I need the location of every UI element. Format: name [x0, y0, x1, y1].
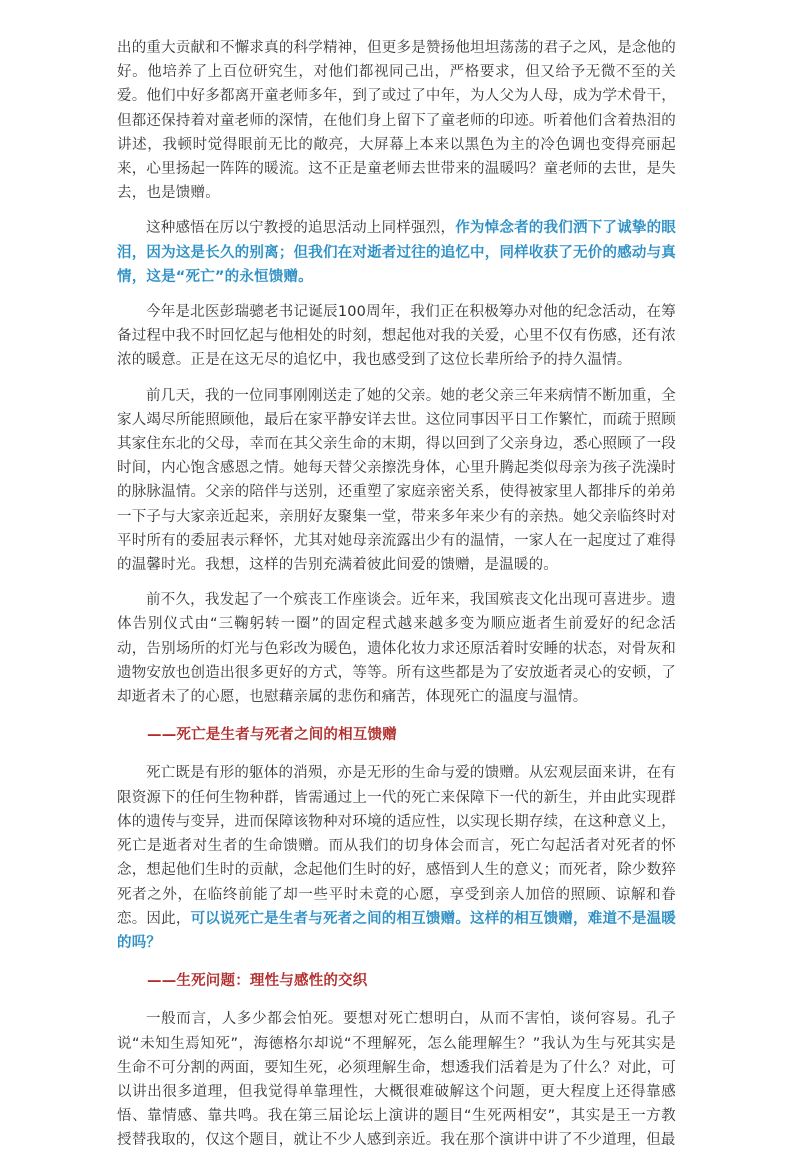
paragraph-5 [117, 588, 676, 709]
paragraph-2 [117, 216, 676, 289]
paragraph-section-2-text: 一般而言，人多少都会怕死。要想对死亡想明白，从而不害怕，谈何容易。孔子说“未知生焉知死”，海德格尔却说“不理解死，怎么能理解生？”我认为生与死其实是生命不可分割的两面，要知生死，必须理解生命，想透我们活着是为了什么？对此，可以讲出很多道理，但我觉得单靠理性，大概很难破解这个问题，更大程度上还得靠感悟、靠情感、靠共鸣。我在第三届论坛上演讲的题目“生死两相安”，其实是王一方教授替我取的，仅这个题目，就让不少人感到亲近。我在那个演讲中讲了不少道理，但最 [117, 1011, 676, 1149]
section-heading-reason-emotion: ——生死问题：理性与感性的交织 [147, 973, 368, 990]
paragraph-3-text: 今年是北医彭瑞骢老书记诞辰100周年，我们正在积极筹办对他的纪念活动，在筹备过程中我不时回忆起与他相处的时刻，想起他对我的关爱，心里不仅有伤感，还有浓浓的暖意。正是在这无尽的追忆中，我也感受到了这位长辈所给予的持久温情。 [117, 304, 676, 369]
paragraph-section-1 [117, 761, 676, 955]
paragraph-section-2 [117, 1007, 676, 1152]
paragraph-3 [117, 300, 676, 373]
paragraph-1-text: 出的重大贡献和不懈求真的科学精神，但更多是赞扬他坦坦荡荡的君子之风，是念他的好。他培养了上百位研究生，对他们都视同己出，严格要求，但又给予无微不至的关爱。他们中好多都离开童老师多年，到了或过了中年，为人父为人母，成为学术骨干，但都还保持着对童老师的深情，在他们身上留下了童老师的印迹。听着他们含着热泪的讲述，我顿时觉得眼前无比的敞亮，大屏幕上本来以黑色为主的冷色调也变得亮丽起来，心里扬起一阵阵的暖流。这不正是童老师去世带来的温暖吗？童老师的去世，是失去，也是馈赠。 [117, 40, 676, 202]
paragraph-1 [117, 36, 676, 205]
paragraph-section-1-text: 死亡既是有形的躯体的消殒，亦是无形的生命与爱的馈赠。从宏观层面来讲，在有限资源下的任何生物种群，皆需通过上一代的死亡来保障下一代的新生，并由此实现群体的遗传与变异，进而保障该物种对环境的适应性，以实现长期存续，在这种意义上，死亡是逝者对生者的生命馈赠。而从我们的切身体会而言，死亡勾起活者对死者的怀念，想起他们生时的贡献，念起他们生时的好，感悟到人生的意义；而死者，除少数猝死者之外，在临终前能了却一些平时未竟的心愿，享受到亲人加倍的照顾、谅解和眷恋。因此， [117, 765, 676, 927]
paragraph-5-text: 前不久，我发起了一个殡丧工作座谈会。近年来，我国殡丧文化出现可喜进步。遗体告别仪式由“三鞠躬转一圈”的固定程式越来越多变为顺应逝者生前爱好的纪念活动，告别场所的灯光与色彩改为暖色，遗体化妆力求还原活着时安睡的状态，对骨灰和遗物安放也创造出很多更好的方式，等等。所有这些都是为了安放逝者灵心的安顿，了却逝者未了的心愿，也慰藉亲属的悲伤和痛苦，体现死亡的温度与温情。 [117, 592, 676, 706]
paragraph-section-1-highlight: 可以说死亡是生者与死者之间的相互馈赠。这样的相互馈赠，难道不是温暖的吗？ [117, 910, 676, 951]
paragraph-4 [117, 384, 676, 578]
paragraph-4-text: 前几天，我的一位同事刚刚送走了她的父亲。她的老父亲三年来病情不断加重，全家人竭尽所能照顾他，最后在家平静安详去世。这位同事因平日工作繁忙，而疏于照顾其家住东北的父母，幸而在其父亲生命的末期，得以回到了父亲身边，悉心照顾了一段时间，内心饱含感恩之情。她每天替父亲擦洗身体，心里升腾起类似母亲为孩子洗澡时的脉脉温情。父亲的陪伴与送别，还重塑了家庭亲密关系，使得被家里人都排斥的弟弟一下子与大家亲近起来，亲朋好友聚集一堂，带来多年来少有的亲热。她父亲临终时对平时所有的委屈表示释怀，尤其对她母亲流露出少有的温情，一家人在一起度过了难得的温馨时光。我想，这样的告别充满着彼此间爱的馈赠，是温暖的。 [117, 387, 676, 574]
section-heading-mutual-gift: ——死亡是生者与死者之间的相互馈赠 [147, 727, 397, 744]
paragraph-2-highlight: 作为悼念者的我们洒下了诚挚的眼泪，因为这是长久的别离；但我们在对逝者过往的追忆中，同样收获了无价的感动与真情，这是“死亡”的永恒馈赠。 [117, 220, 677, 285]
paragraph-2-text: 这种感悟在厉以宁教授的追思活动上同样强烈， [146, 220, 456, 237]
